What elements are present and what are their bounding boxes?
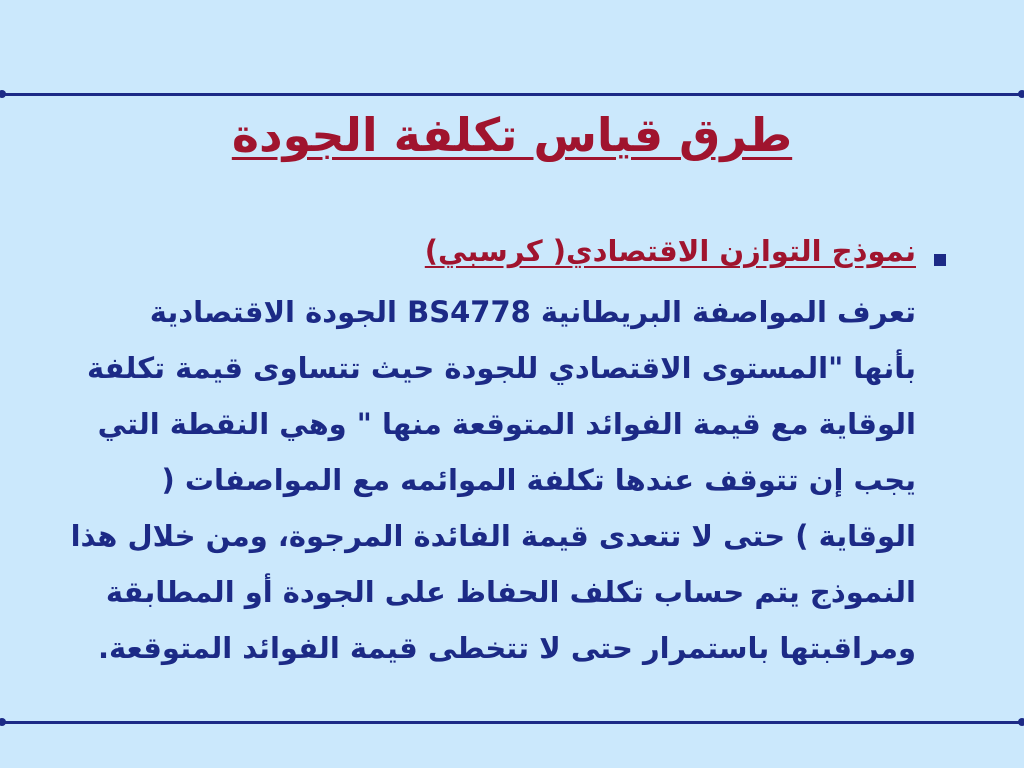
- paragraph-line: تعرف المواصفة البريطانية BS4778 الجودة الاقتصادية: [149, 295, 916, 329]
- paragraph-line: الوقاية ) حتى لا تتعدى قيمة الفائدة المرجوة، ومن خلال هذا: [70, 519, 916, 553]
- paragraph-line: بأنها "المستوى الاقتصادي للجودة حيث تتساوى قيمة تكلفة: [86, 351, 916, 385]
- bottom-divider: [0, 721, 1024, 724]
- top-divider: [0, 93, 1024, 96]
- square-bullet-icon: [934, 254, 946, 266]
- body-paragraph: [66, 284, 946, 676]
- paragraph-line: الوقاية مع قيمة الفوائد المتوقعة منها " وهي النقطة التي: [97, 407, 916, 441]
- paragraph-line: يجب إن تتوقف عندها تكلفة الموائمه مع المواصفات (: [161, 463, 916, 497]
- section-heading: نموذج التوازن الاقتصادي( كرسبي): [424, 234, 916, 268]
- paragraph-line: ومراقبتها باستمرار حتى لا تتخطى قيمة الفوائد المتوقعة.: [97, 631, 916, 665]
- bullet-heading-row: [66, 234, 946, 284]
- slide-content: [66, 234, 946, 676]
- paragraph-line: النموذج يتم حساب تكلف الحفاظ على الجودة أو المطابقة: [105, 575, 916, 609]
- slide-title: طرق قياس تكلفة الجودة: [231, 108, 793, 162]
